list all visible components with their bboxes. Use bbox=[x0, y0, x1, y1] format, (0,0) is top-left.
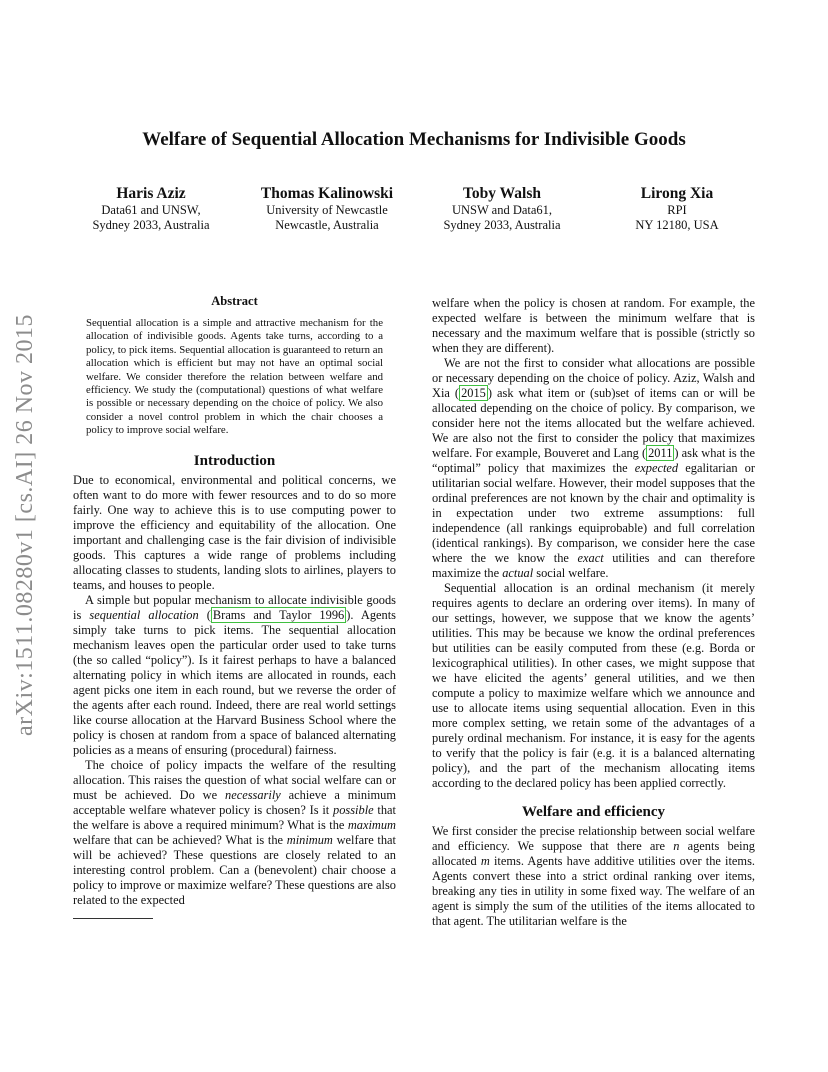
author-affiliation: RPI bbox=[667, 203, 687, 217]
right-paragraph-2: We are not the first to consider what allocations are possible or necessary depending on the choice of policy. Aziz, Walsh and Xia ( 2015 ) ask what item or (sub)set of items can or will be allocated depending on the choice of policy. By comparison, we consider here not the items allocated but the welfare achieved. We are also not the first to consider the policy that maximizes welfare. For example, Bouveret and Lang ( 2011 ) ask what is the “optimal” policy that maximizes the expected egalitarian or utilitarian social welfare. However, their model supposes that the ordinal preferences are not known by the chair and optimality is in expectation under two extreme assumptions: full independence (all rankings equiprobable) and full correlation (identical rankings). By comparison, we consider here the case where the we know the exact utilities and can therefore maximize the actual social welfare. bbox=[432, 356, 756, 580]
author-name: Thomas Kalinowski bbox=[260, 185, 394, 202]
text-run: items. Agents have additive utilities over the items. Agents convert these into a strict ordinal ranking over items, breaking any ties in utility in some fixed way. The welfare of an agent is simply the sum of the utilities of the items allocated to that agent. The utilitarian welfare is the bbox=[432, 854, 755, 928]
intro-paragraph-2: A simple but popular mechanism to allocate indivisible goods is sequential allocation ( Brams and Taylor 1996 ). Agents simply take turns to pick items. The sequential allocation mechanism leaves open the particular order used to take turns (the so called “policy”). Is it fairest perhaps to have a balanced alternating policy in which items are allocated in rounds, each agent picks one item in each round, but we reverse the order of the agents after each round. Indeed, there are real world settings like course allocation at the Harvard Business School where the policy is chosen at random from a space of balanced alternating policies as a means of ensuring (procedural) fairness. bbox=[73, 592, 396, 757]
emphasis-term: expected bbox=[634, 461, 679, 475]
author-location: NY 12180, USA bbox=[635, 218, 719, 232]
author-location: Sydney 2033, Australia bbox=[443, 218, 561, 232]
text-run: social welfare. bbox=[533, 566, 609, 580]
emphasis-term: actual bbox=[502, 566, 534, 580]
text-run: achieve a minimum acceptable welfare whatever policy is chosen? Is it bbox=[73, 787, 396, 817]
right-paragraph-1: welfare when the policy is chosen at random. For example, the expected welfare is between the minimum welfare that is necessary and the maximum welfare that is possible (strictly so when they are different). bbox=[432, 296, 755, 355]
author-location: Newcastle, Australia bbox=[275, 218, 379, 232]
paper-title: Welfare of Sequential Allocation Mechanisms for Indivisible Goods bbox=[142, 129, 686, 150]
arxiv-identifier: arXiv:1511.08280v1 [cs.AI] 26 Nov 2015 bbox=[12, 313, 38, 737]
emphasis-term: possible bbox=[333, 802, 374, 817]
text-run: welfare that can be achieved? What is the bbox=[73, 832, 287, 847]
math-variable: m bbox=[480, 854, 490, 868]
emphasis-term: sequential allocation bbox=[89, 607, 199, 622]
text-run: The choice of policy impacts the welfare of the resulting allocation. This raises the question of what social welfare can or must be achieved. Do we bbox=[73, 757, 396, 802]
intro-paragraph-3 bbox=[73, 758, 396, 908]
text-run: We are not the first to consider what allocations are possible or necessary depending on the choice of policy. Aziz, Walsh and Xia bbox=[432, 356, 755, 400]
citation-link[interactable]: Brams and Taylor 1996 bbox=[212, 607, 345, 622]
author-affiliation: University of Newcastle bbox=[266, 203, 388, 217]
text-run: egalitarian or utilitarian social welfare. However, their model supposes that the ordinal preferences are not known by the chair and optimality is in expectation under two extreme assumptions: full independence (all rankings equiprobable) and full correlation (identical rankings). By comparison, we consider here the case where the we know the bbox=[432, 461, 755, 565]
introduction-heading: Introduction bbox=[193, 452, 276, 469]
author-2 bbox=[232, 184, 422, 233]
text-run: We first consider the precise relationship between social welfare and efficiency. We suppose that there are bbox=[432, 824, 755, 853]
emphasis-term: maximum bbox=[347, 817, 396, 832]
author-affiliation: UNSW and Data61, bbox=[451, 203, 553, 217]
math-variable: n bbox=[673, 839, 680, 853]
text-run: utilities and can therefore maximize the bbox=[432, 551, 756, 580]
text-run: welfare that will be achieved? These questions are closely related to an interesting control problem. Can a (benevolent) chair choose a policy to improve or maximize welfare? These questions are also related to the expected bbox=[73, 832, 396, 907]
text-run: ask what is the “optimal” policy that maximizes the bbox=[432, 446, 756, 475]
author-location: Sydney 2033, Australia bbox=[92, 218, 210, 232]
intro-paragraph-1: Due to economical, environmental and political concerns, we often want to do more with fewer resources and to do so more fairly. One way to achieve this is to use computing power to improve the efficiency and equitability of the allocation. One important and challenging case is the fair division of indivisible goods. This captures a wide range of problems including allocating classes to students, landing slots to airlines, players to teams, and houses to people. bbox=[73, 472, 396, 592]
author-name: Haris Aziz bbox=[116, 185, 186, 202]
citation-link[interactable]: 2015 bbox=[461, 386, 486, 400]
author-name: Toby Walsh bbox=[463, 185, 541, 202]
footnote-rule bbox=[73, 918, 153, 919]
emphasis-term: exact bbox=[577, 551, 604, 565]
citation-link[interactable]: 2011 bbox=[648, 446, 673, 460]
left-column bbox=[73, 294, 396, 919]
text-run: ask what item or (sub)set of items can or will be allocated depending on the choice of policy. By comparison, we consider here not the items allocated but the welfare achieved. We are also not the first to consider the policy that maximizes welfare. For example, Bouveret and Lang bbox=[432, 386, 755, 460]
author-4 bbox=[582, 184, 772, 233]
author-3 bbox=[407, 184, 597, 233]
emphasis-term: minimum bbox=[286, 832, 333, 847]
right-column bbox=[432, 296, 755, 929]
author-1 bbox=[56, 184, 246, 233]
abstract-heading: Abstract bbox=[211, 294, 258, 308]
text-run: . Agents simply take turns to pick items. The sequential allocation mechanism leaves open the particular order used to take turns (the so called “policy”). Is it fairest perhaps to have a balanced alternating policy in which items are allocated in rounds, each agent picks one item in each round, but we reverse the order of the agents after each round. Indeed, there are real world settings like course allocation at the Harvard Business School where the policy is chosen at random from a space of balanced alternating policies as a means of ensuring (procedural) fairness. bbox=[73, 607, 396, 757]
right-paragraph-3: Sequential allocation is an ordinal mechanism (it merely requires agents to declare an ordering over items). In many of our settings, however, we suppose that we know the agents’ utilities. This may be because we know the ordinal preferences but utilities can be easily computed from these (e.g. Borda or lexicographical utilities). In other cases, we might suppose that we have elicited the agents’ general utilities, and we then compute a policy to maximize welfare which we announce and use to allocate items using sequential allocation. Even in this more complex setting, we retain some of the advantages of a purely ordinal mechanism. For instance, it is easy for the agents to verify that the policy is fair (e.g. it is a balanced alternating policy), and the part of the mechanism allocating items according to the declared policy has been applied correctly. bbox=[432, 581, 755, 790]
author-block bbox=[60, 184, 768, 244]
emphasis-term: necessarily bbox=[225, 787, 281, 802]
text-run: that the welfare is above a required minimum? What is the bbox=[73, 802, 396, 832]
abstract-text: Sequential allocation is a simple and attractive mechanism for the allocation of indivisible goods. Agents take turns, according to a policy, to pick items. Sequential allocation is guaranteed to return an allocation which is efficient but may not have an optimal social welfare. We consider therefore the relation between welfare and efficiency. We study the (computational) questions of what welfare is possible or necessary depending on the choice of policy. We also consider a novel control problem in which the chair chooses a policy to improve social welfare. bbox=[86, 317, 383, 437]
welfare-efficiency-heading: Welfare and efficiency bbox=[521, 804, 666, 820]
author-affiliation: Data61 and UNSW, bbox=[101, 203, 201, 217]
right-paragraph-4 bbox=[432, 824, 755, 929]
author-name: Lirong Xia bbox=[640, 185, 714, 202]
text-run: agents being allocated bbox=[432, 839, 755, 868]
text-run: A simple but popular mechanism to allocate indivisible goods is bbox=[73, 592, 396, 622]
